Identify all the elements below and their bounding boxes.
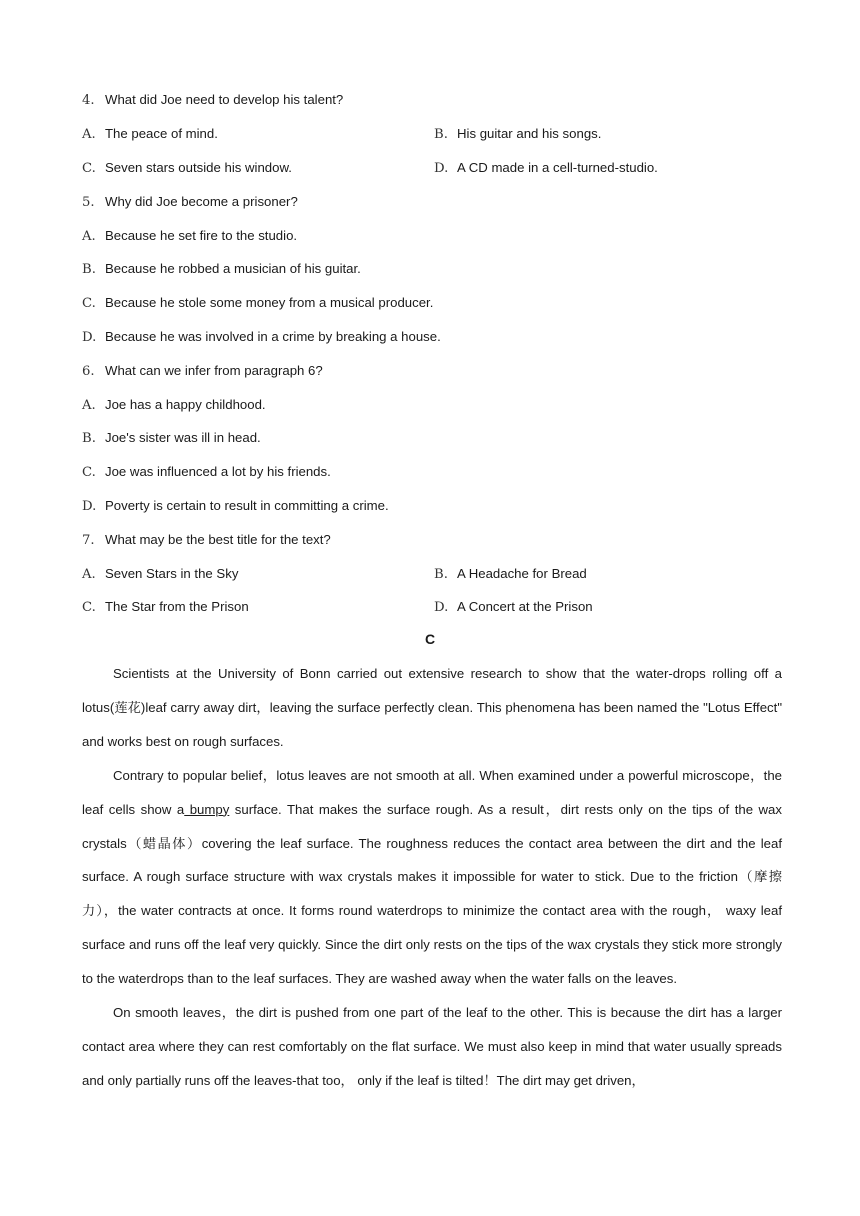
option-text: Joe's sister was ill in head. <box>105 430 261 445</box>
option-text: Because he set fire to the studio. <box>105 228 298 243</box>
option <box>82 430 261 447</box>
option-letter: D. <box>82 499 97 514</box>
option-letter: C. <box>82 296 96 311</box>
question-stem <box>82 92 343 109</box>
option <box>82 566 238 583</box>
option-text: The peace of mind. <box>105 126 218 141</box>
question-stem <box>82 194 298 211</box>
option <box>82 329 441 346</box>
option-text: A CD made in a cell-turned-studio. <box>457 160 658 175</box>
option-text: Because he was involved in a crime by breaking a house. <box>105 329 441 344</box>
option <box>434 599 593 616</box>
option-letter: B. <box>82 431 96 446</box>
question-number: 6. <box>82 364 95 379</box>
option-letter: C. <box>82 600 96 615</box>
paragraph <box>82 996 782 1098</box>
option-text: Because he robbed a musician of his guitar. <box>105 261 361 276</box>
question-text: What can we infer from paragraph 6? <box>105 363 323 378</box>
question-stem <box>82 532 331 549</box>
question-text: What may be the best title for the text? <box>105 532 331 547</box>
option-letter: A. <box>82 229 96 244</box>
option-text: Seven stars outside his window. <box>105 160 292 175</box>
underlined-word: bumpy <box>184 801 230 817</box>
option-letter: A. <box>82 567 96 582</box>
option-letter: D. <box>434 161 449 176</box>
option-letter: D. <box>434 600 449 615</box>
option <box>82 498 389 515</box>
paragraph-text: Scientists at the University of Bonn carried out extensive research to show that the water-drops rolling off a lotus(莲花)leaf carry away dirt，leaving the surface perfectly clean. This phenomena has been named the "Lotus Effect" and works best on rough surfaces. <box>82 666 782 749</box>
option-letter: A. <box>82 398 96 413</box>
option-text: Joe has a happy childhood. <box>105 397 266 412</box>
option <box>82 599 249 616</box>
section-title: C <box>424 631 436 647</box>
option <box>82 160 292 177</box>
option-letter: C. <box>82 465 96 480</box>
option <box>434 126 601 143</box>
option-letter: B. <box>82 262 96 277</box>
question-stem <box>82 363 323 380</box>
option <box>82 126 218 143</box>
option <box>434 566 587 583</box>
paragraph-text: On smooth leaves，the dirt is pushed from one part of the leaf to the other. This is because the dirt has a larger contact area where they can rest comfortably on the flat surface. We must also keep in mind that water usually spreads and only partially runs off the leaves-that too， only if the leaf is tilted！The dirt may get driven， <box>82 1005 782 1088</box>
question-text: What did Joe need to develop his talent? <box>105 92 344 107</box>
question-text: Why did Joe become a prisoner? <box>105 194 298 209</box>
option-text: A Headache for Bread <box>457 566 587 581</box>
option <box>82 261 361 278</box>
option-letter: B. <box>434 567 448 582</box>
option-text: A Concert at the Prison <box>457 599 593 614</box>
option-text: Joe was influenced a lot by his friends. <box>105 464 331 479</box>
paragraph <box>82 759 782 996</box>
option <box>82 464 331 481</box>
option-letter: C. <box>82 161 96 176</box>
option-text: His guitar and his songs. <box>457 126 602 141</box>
paragraph-text: surface. That makes the surface rough. As a result，dirt rests only on the tips of the wax crystals（蜡晶体）covering the leaf surface. The roughness reduces the contact area between the dirt and the leaf surface. A rough surface structure with wax crystals makes it impossible for water to stick. Due to the friction（摩擦力），the water contracts at once. It forms round waterdrops to minimize the contact area with the rough， waxy leaf surface and runs off the leaf very quickly. Since the dirt only rests on the tips of the wax crystals they stick more strongly to the waterdrops than to the leaf surfaces. They are washed away when the water falls on the leaves. <box>82 801 782 987</box>
question-number: 4. <box>82 93 95 108</box>
option-text: Seven Stars in the Sky <box>105 566 239 581</box>
option <box>82 397 266 414</box>
option <box>82 228 297 245</box>
option-letter: D. <box>82 330 97 345</box>
option-text: The Star from the Prison <box>105 599 249 614</box>
option <box>82 295 433 312</box>
option-letter: B. <box>434 127 448 142</box>
paragraph <box>82 657 782 759</box>
paragraph-text: Contrary to popular belief，lotus leaves are not smooth at all. When examined under a powerful microscope，the leaf cells show a <box>82 767 782 817</box>
option-text: Poverty is certain to result in committing a crime. <box>105 498 389 513</box>
option <box>434 160 658 177</box>
question-number: 5. <box>82 195 95 210</box>
option-text: Because he stole some money from a musical producer. <box>105 295 434 310</box>
passage <box>82 657 782 1098</box>
question-number: 7. <box>82 533 95 548</box>
option-letter: A. <box>82 127 96 142</box>
